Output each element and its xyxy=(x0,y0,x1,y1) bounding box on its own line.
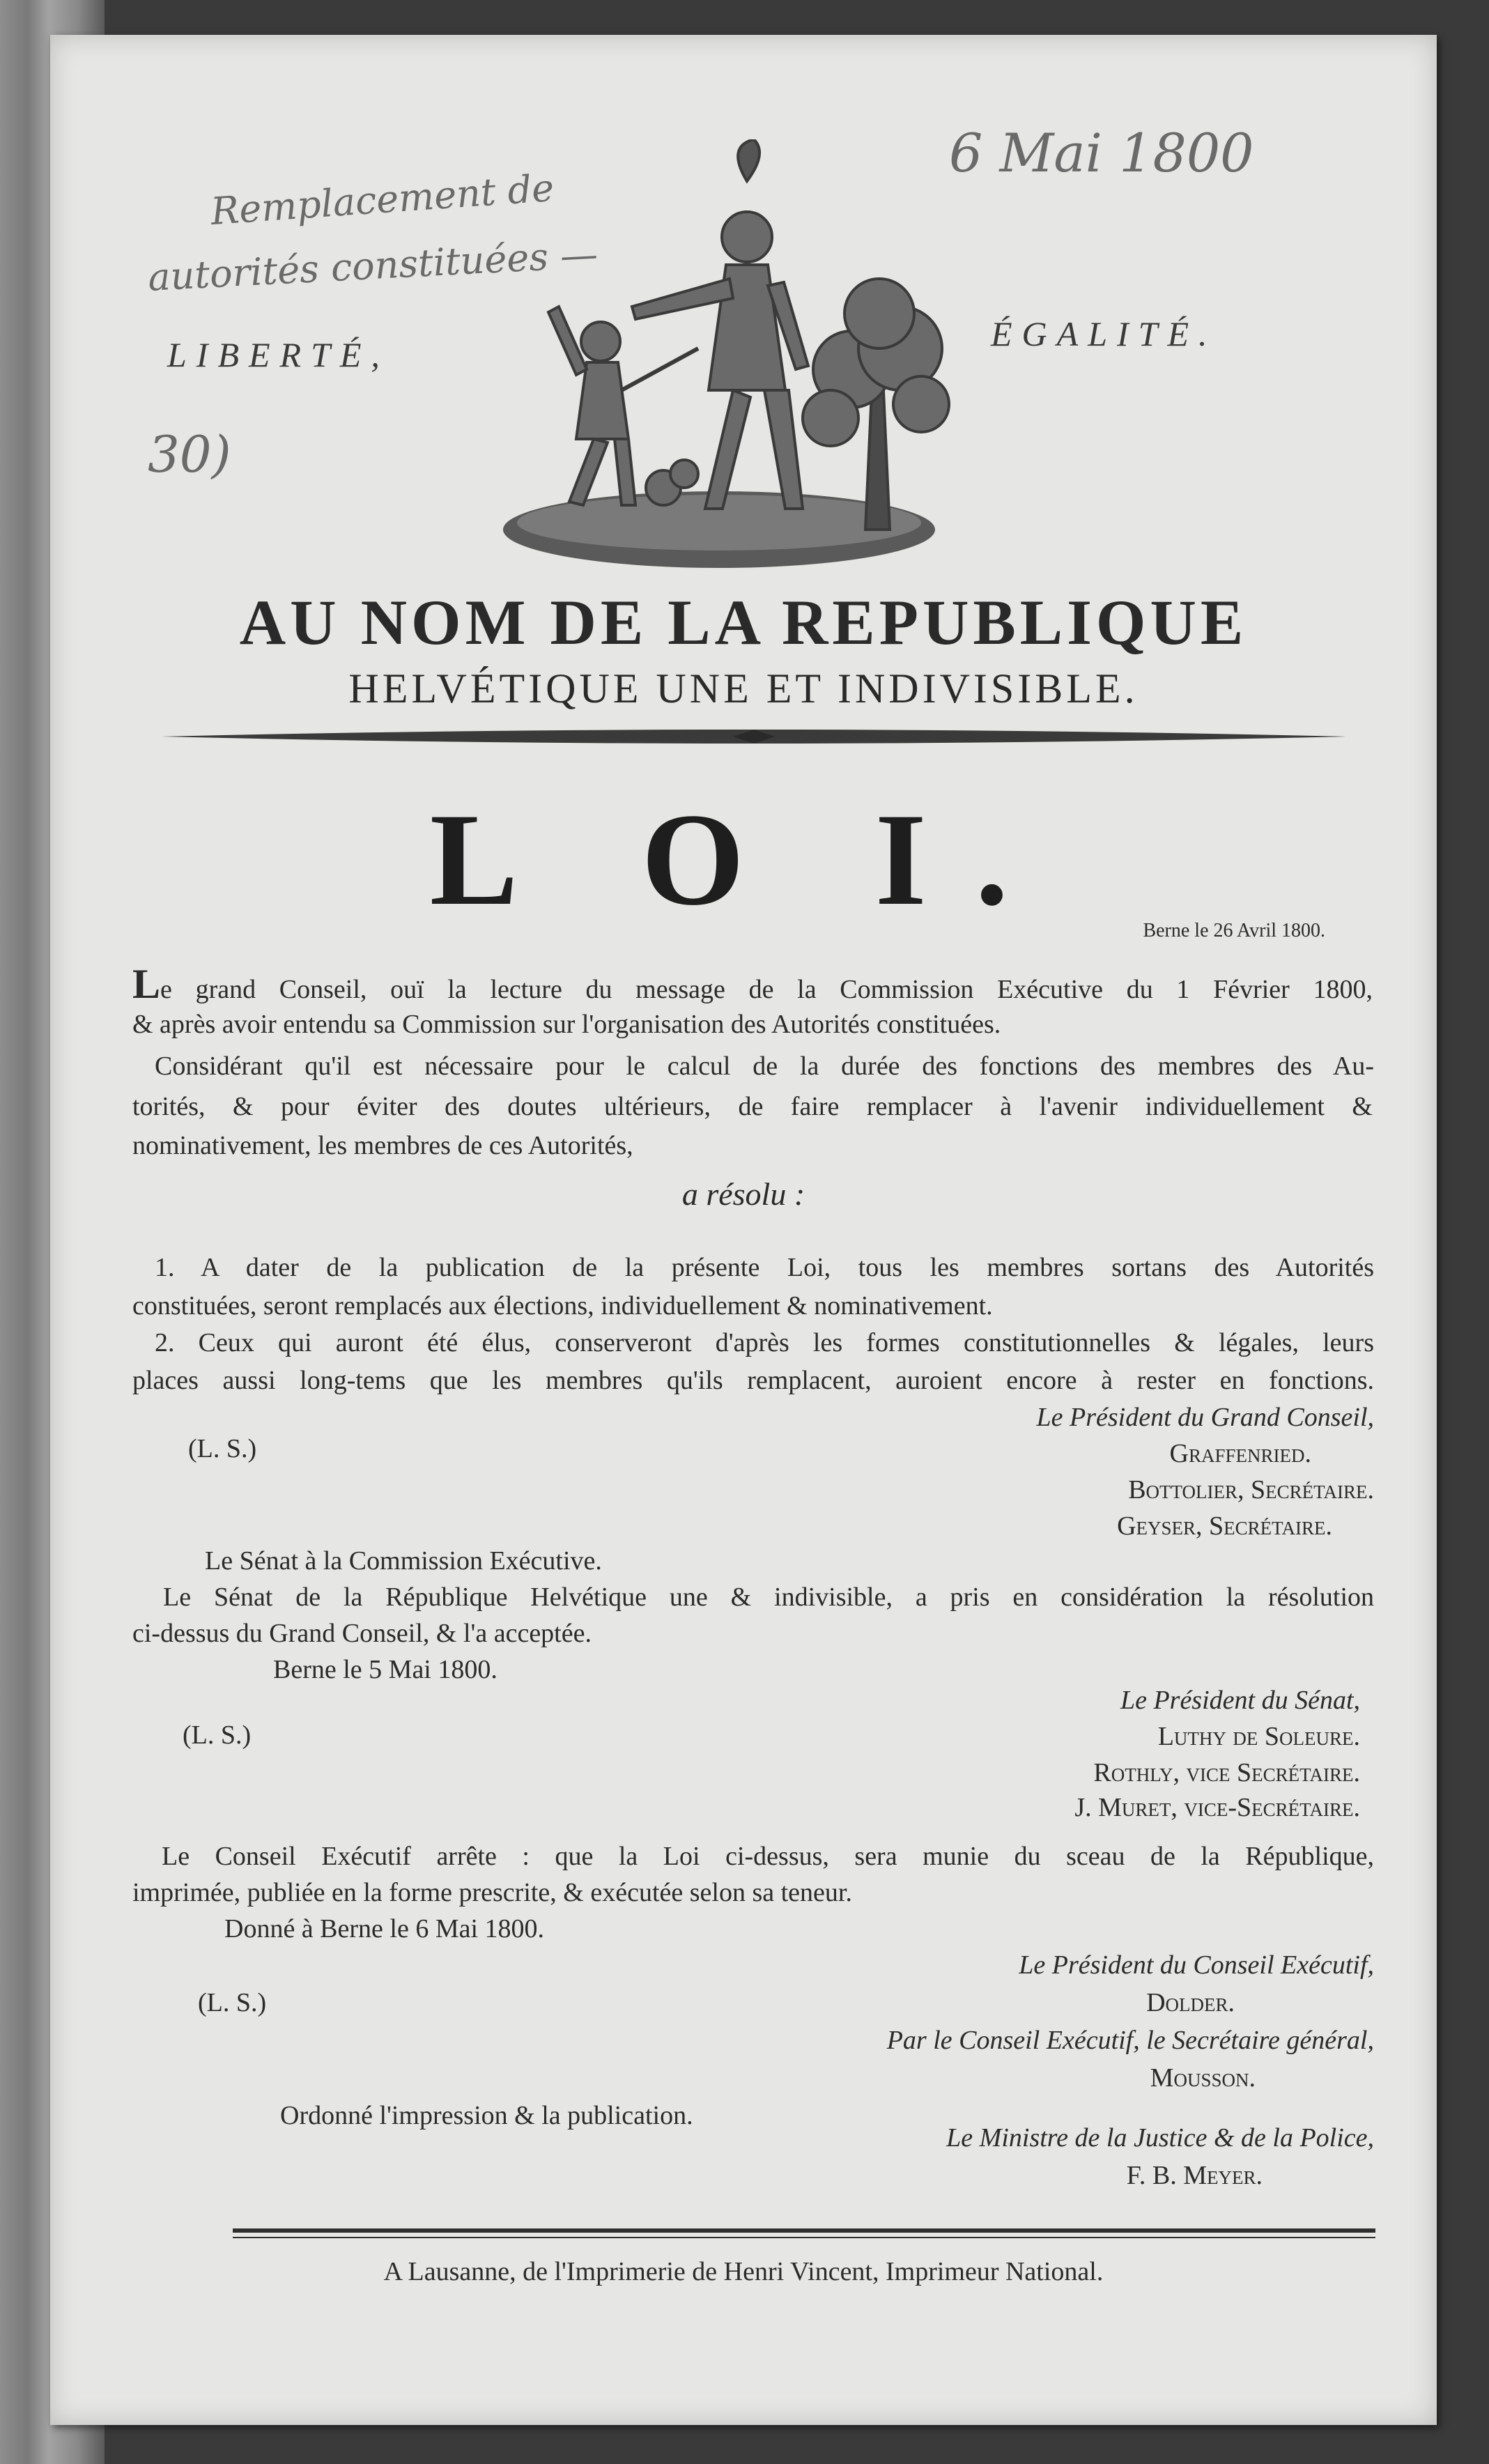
senate-secretary1 xyxy=(1093,1756,1360,1789)
council-secretary2: Geyser, Secrétaire. xyxy=(1117,1511,1332,1541)
senate-secretary1-text: Rothly, vice Secrétaire. xyxy=(1093,1758,1360,1787)
executive-line3: Donné à Berne le 6 Mai 1800. xyxy=(224,1914,545,1943)
dropcap: L xyxy=(132,961,161,1007)
imprint: A Lausanne, de l'Imprimerie de Henri Vincent, Imprimeur National. xyxy=(383,2257,1104,2286)
executive-president: Dolder. xyxy=(1146,1988,1235,2017)
minister-name: F. B. Meyer. xyxy=(1126,2161,1263,2190)
executive-line1: Le Conseil Exécutif arrête : que la Loi ci-dessus, sera munie du sceau de la République, xyxy=(162,1842,1374,1871)
council-seal: (L. S.) xyxy=(188,1434,257,1463)
executive-seal: (L. S.) xyxy=(198,1988,267,2017)
executive-secretary: Mousson. xyxy=(1150,2063,1256,2093)
handwritten-date: 6 Mai 1800 xyxy=(949,122,1254,184)
handwritten-number: 30) xyxy=(148,425,231,484)
senate-line3: ci-dessus du Grand Conseil, & l'a acceptée. xyxy=(132,1619,592,1648)
senate-line4: Berne le 5 Mai 1800. xyxy=(273,1655,497,1684)
council-secretary1: Bottolier, Secrétaire. xyxy=(1128,1475,1374,1504)
preamble-line4: torités, & pour éviter des doutes ultérieurs, de faire remplacer à l'avenir individuellement & xyxy=(132,1092,1373,1121)
senate-president-title: Le Président du Sénat, xyxy=(1120,1686,1360,1715)
senate-seal: (L. S.) xyxy=(183,1720,252,1750)
republic-subheading: HELVÉTIQUE UNE ET INDIVISIBLE. xyxy=(348,665,1139,711)
executive-order: Ordonné l'impression & la publication. xyxy=(280,2101,693,2130)
council-president: Graffenried. xyxy=(1169,1439,1311,1468)
council-president-title: Le Président du Grand Conseil, xyxy=(1036,1403,1374,1432)
law-title: L O I. xyxy=(429,787,1058,933)
minister-title: Le Ministre de la Justice & de la Police, xyxy=(946,2123,1374,2153)
motto-left: LIBERTÉ, xyxy=(167,335,389,374)
article1-line1: 1. A dater de la publication de la présente Loi, tous les membres sortans des Autorités xyxy=(155,1253,1374,1282)
motto-right: ÉGALITÉ. xyxy=(991,314,1217,353)
article2-line1: 2. Ceux qui auront été élus, conserveront d'après les formes constitutionnelles & légales, leurs xyxy=(155,1328,1374,1357)
republic-heading: AU NOM DE LA REPUBLIQUE xyxy=(239,587,1248,658)
senate-secretary2: J. Muret, vice-Secrétaire. xyxy=(1074,1793,1360,1822)
preamble-line5: nominativement, les membres de ces Autorités, xyxy=(132,1131,633,1160)
preamble-line3: Considérant qu'il est nécessaire pour le calcul de la durée des fonctions des membres des Au- xyxy=(155,1052,1374,1081)
senate-president: Luthy de Soleure. xyxy=(1157,1722,1360,1751)
executive-secretary-title: Par le Conseil Exécutif, le Secrétaire général, xyxy=(886,2026,1374,2055)
bottom-rule-thin xyxy=(233,2237,1375,2238)
article2-line2: places aussi long-tems que les membres qu'ils remplacent, auroient encore à rester en fonctions. xyxy=(132,1366,1374,1395)
handwritten-note-line2: autorités constituées — xyxy=(146,232,599,300)
woodcut-vignette xyxy=(489,139,963,585)
executive-president-title: Le Président du Conseil Exécutif, xyxy=(1019,1950,1374,1980)
resolu-heading: a résolu : xyxy=(681,1176,805,1212)
bottom-rule xyxy=(233,2228,1375,2233)
preamble-line2: & après avoir entendu sa Commission sur l'organisation des Autorités constituées. xyxy=(132,1010,1001,1039)
ornamental-rule xyxy=(162,726,1346,747)
document-page xyxy=(50,35,1437,2425)
preamble-line1 xyxy=(132,961,1373,1007)
executive-line2: imprimée, publiée en la forme prescrite, & exécutée selon sa teneur. xyxy=(132,1878,852,1907)
senate-line1: Le Sénat à la Commission Exécutive. xyxy=(205,1546,602,1576)
article1-line2: constituées, seront remplacés aux élections, individuellement & nominativement. xyxy=(132,1291,993,1320)
preamble-text1: e grand Conseil, ouï la lecture du message de la Commission Exécutive du 1 Février 1800, xyxy=(160,975,1373,1004)
handwritten-note-line1: Remplacement de xyxy=(209,165,555,234)
senate-line2: Le Sénat de la République Helvétique une & indivisible, a pris en considération la résolution xyxy=(163,1583,1374,1612)
dateline: Berne le 26 Avril 1800. xyxy=(1143,920,1325,941)
